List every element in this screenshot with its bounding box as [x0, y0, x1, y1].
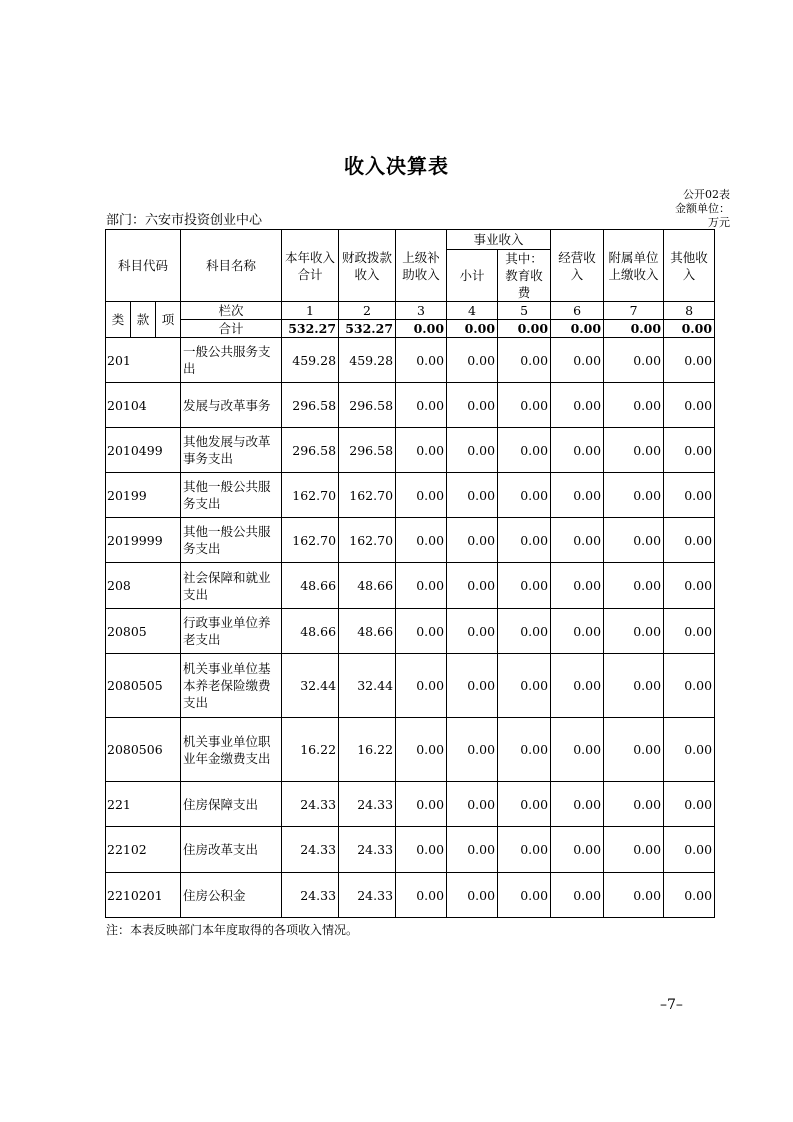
- subject-name-cell: 其他发展与改革事务支出: [181, 428, 282, 473]
- value-cell: 0.00: [604, 563, 664, 609]
- column-number: 5: [498, 302, 551, 320]
- header-total-income: 本年收入合计: [282, 230, 339, 302]
- total-label: 合计: [181, 320, 282, 338]
- footnote: 注：本表反映部门本年度取得的各项收入情况。: [106, 923, 359, 937]
- department-label: 部门：六安市投资创业中心: [106, 213, 263, 228]
- value-cell: 0.00: [664, 473, 715, 518]
- value-cell: 0.00: [447, 563, 498, 609]
- value-cell: 0.00: [551, 473, 604, 518]
- subject-code-cell: 208: [106, 563, 181, 609]
- value-cell: 0.00: [447, 383, 498, 428]
- table-number: 公开02表: [683, 188, 730, 201]
- header-subtotal: 小计: [447, 250, 498, 302]
- subject-code-cell: 2080506: [106, 718, 181, 782]
- subject-name-cell: 机关事业单位职业年金缴费支出: [181, 718, 282, 782]
- value-cell: 24.33: [282, 782, 339, 827]
- value-cell: 0.00: [447, 518, 498, 563]
- value-cell: 162.70: [339, 473, 396, 518]
- value-cell: 0.00: [551, 873, 604, 918]
- value-cell: 24.33: [339, 782, 396, 827]
- subject-name-cell: 发展与改革事务: [181, 383, 282, 428]
- value-cell: 0.00: [664, 383, 715, 428]
- page-title: 收入决算表: [344, 154, 449, 178]
- value-cell: 0.00: [498, 338, 551, 383]
- subject-code-cell: 221: [106, 782, 181, 827]
- header-xiang: 项: [156, 302, 181, 338]
- value-cell: 0.00: [396, 654, 447, 718]
- value-cell: 0.00: [551, 563, 604, 609]
- table-row: [106, 473, 715, 518]
- subject-name-cell: 住房改革支出: [181, 827, 282, 873]
- value-cell: 48.66: [339, 563, 396, 609]
- value-cell: 0.00: [396, 873, 447, 918]
- value-cell: 0.00: [551, 782, 604, 827]
- table-row: [106, 518, 715, 563]
- value-cell: 0.00: [551, 518, 604, 563]
- unit-label: 金额单位：: [675, 202, 730, 215]
- subject-name-cell: 住房公积金: [181, 873, 282, 918]
- value-cell: 48.66: [282, 609, 339, 654]
- subject-code-cell: 201: [106, 338, 181, 383]
- table-row: [106, 428, 715, 473]
- value-cell: 0.00: [551, 827, 604, 873]
- value-cell: 296.58: [282, 383, 339, 428]
- value-cell: 162.70: [282, 473, 339, 518]
- value-cell: 0.00: [664, 609, 715, 654]
- table-row: [106, 654, 715, 718]
- header-business-group: 事业收入: [447, 230, 551, 250]
- column-number: 7: [604, 302, 664, 320]
- total-value: 0.00: [551, 320, 604, 338]
- header-subject-name: 科目名称: [181, 230, 282, 302]
- value-cell: 0.00: [396, 563, 447, 609]
- value-cell: 296.58: [282, 428, 339, 473]
- value-cell: 0.00: [396, 609, 447, 654]
- value-cell: 24.33: [282, 827, 339, 873]
- value-cell: 48.66: [339, 609, 396, 654]
- value-cell: 16.22: [282, 718, 339, 782]
- header-superior-subsidy: 上级补助收入: [396, 230, 447, 302]
- column-index-label: 栏次: [181, 302, 282, 320]
- header-affiliated: 附属单位上缴收入: [604, 230, 664, 302]
- subject-code-cell: 20104: [106, 383, 181, 428]
- header-education-fee: 其中：教育收费: [498, 250, 551, 302]
- value-cell: 0.00: [447, 338, 498, 383]
- value-cell: 0.00: [498, 873, 551, 918]
- table-row: [106, 338, 715, 383]
- table-row: [106, 609, 715, 654]
- value-cell: 0.00: [664, 718, 715, 782]
- value-cell: 0.00: [396, 718, 447, 782]
- column-number: 6: [551, 302, 604, 320]
- value-cell: 0.00: [664, 827, 715, 873]
- value-cell: 0.00: [396, 473, 447, 518]
- value-cell: 0.00: [498, 383, 551, 428]
- table-row: [106, 718, 715, 782]
- value-cell: 32.44: [282, 654, 339, 718]
- value-cell: 0.00: [604, 873, 664, 918]
- value-cell: 0.00: [396, 428, 447, 473]
- header-other: 其他收入: [664, 230, 715, 302]
- header-lei: 类: [106, 302, 131, 338]
- income-table: [105, 229, 715, 918]
- value-cell: 0.00: [498, 827, 551, 873]
- table-row: [106, 383, 715, 428]
- total-value: 0.00: [604, 320, 664, 338]
- value-cell: 0.00: [604, 718, 664, 782]
- value-cell: 0.00: [604, 428, 664, 473]
- table-row: [106, 827, 715, 873]
- value-cell: 0.00: [604, 782, 664, 827]
- value-cell: 0.00: [498, 428, 551, 473]
- value-cell: 0.00: [498, 473, 551, 518]
- value-cell: 16.22: [339, 718, 396, 782]
- subject-name-cell: 住房保障支出: [181, 782, 282, 827]
- unit-value: 万元: [708, 216, 730, 229]
- value-cell: 0.00: [447, 473, 498, 518]
- total-value: 0.00: [447, 320, 498, 338]
- value-cell: 0.00: [498, 563, 551, 609]
- value-cell: 24.33: [339, 873, 396, 918]
- value-cell: 0.00: [396, 518, 447, 563]
- value-cell: 0.00: [604, 654, 664, 718]
- value-cell: 0.00: [604, 609, 664, 654]
- value-cell: 0.00: [664, 518, 715, 563]
- value-cell: 459.28: [282, 338, 339, 383]
- value-cell: 0.00: [551, 428, 604, 473]
- value-cell: 0.00: [447, 873, 498, 918]
- column-number: 1: [282, 302, 339, 320]
- value-cell: 0.00: [604, 827, 664, 873]
- subject-code-cell: 2010499: [106, 428, 181, 473]
- value-cell: 0.00: [498, 518, 551, 563]
- subject-code-cell: 20805: [106, 609, 181, 654]
- value-cell: 0.00: [604, 383, 664, 428]
- total-value: 532.27: [339, 320, 396, 338]
- subject-code-cell: 20199: [106, 473, 181, 518]
- table-row: [106, 563, 715, 609]
- value-cell: 0.00: [664, 654, 715, 718]
- value-cell: 0.00: [498, 654, 551, 718]
- value-cell: 0.00: [551, 718, 604, 782]
- value-cell: 162.70: [282, 518, 339, 563]
- value-cell: 162.70: [339, 518, 396, 563]
- subject-code-cell: 2210201: [106, 873, 181, 918]
- column-number: 8: [664, 302, 715, 320]
- value-cell: 0.00: [498, 782, 551, 827]
- value-cell: 0.00: [551, 654, 604, 718]
- value-cell: 0.00: [604, 518, 664, 563]
- value-cell: 0.00: [447, 609, 498, 654]
- total-value: 0.00: [498, 320, 551, 338]
- value-cell: 0.00: [447, 428, 498, 473]
- value-cell: 0.00: [396, 782, 447, 827]
- value-cell: 0.00: [551, 338, 604, 383]
- header-subject-code: 科目代码: [106, 230, 181, 302]
- value-cell: 296.58: [339, 428, 396, 473]
- value-cell: 459.28: [339, 338, 396, 383]
- value-cell: 0.00: [551, 383, 604, 428]
- header-fiscal: 财政拨款收入: [339, 230, 396, 302]
- header-operating: 经营收入: [551, 230, 604, 302]
- value-cell: 24.33: [339, 827, 396, 873]
- page-number: –7–: [660, 997, 683, 1013]
- table-row: [106, 873, 715, 918]
- value-cell: 0.00: [396, 338, 447, 383]
- column-number: 4: [447, 302, 498, 320]
- value-cell: 0.00: [447, 718, 498, 782]
- value-cell: 0.00: [664, 563, 715, 609]
- value-cell: 0.00: [551, 609, 604, 654]
- value-cell: 32.44: [339, 654, 396, 718]
- value-cell: 0.00: [664, 873, 715, 918]
- value-cell: 296.58: [339, 383, 396, 428]
- total-value: 0.00: [396, 320, 447, 338]
- value-cell: 0.00: [664, 428, 715, 473]
- table-row: [106, 782, 715, 827]
- value-cell: 0.00: [664, 338, 715, 383]
- column-number: 3: [396, 302, 447, 320]
- value-cell: 0.00: [447, 782, 498, 827]
- value-cell: 24.33: [282, 873, 339, 918]
- subject-name-cell: 社会保障和就业支出: [181, 563, 282, 609]
- subject-name-cell: 一般公共服务支出: [181, 338, 282, 383]
- value-cell: 0.00: [396, 827, 447, 873]
- header-kuan: 款: [131, 302, 156, 338]
- value-cell: 0.00: [604, 338, 664, 383]
- subject-name-cell: 其他一般公共服务支出: [181, 518, 282, 563]
- subject-code-cell: 2080505: [106, 654, 181, 718]
- value-cell: 48.66: [282, 563, 339, 609]
- subject-code-cell: 22102: [106, 827, 181, 873]
- subject-name-cell: 行政事业单位养老支出: [181, 609, 282, 654]
- total-value: 532.27: [282, 320, 339, 338]
- value-cell: 0.00: [396, 383, 447, 428]
- value-cell: 0.00: [604, 473, 664, 518]
- value-cell: 0.00: [498, 609, 551, 654]
- subject-name-cell: 机关事业单位基本养老保险缴费支出: [181, 654, 282, 718]
- value-cell: 0.00: [447, 827, 498, 873]
- value-cell: 0.00: [664, 782, 715, 827]
- column-number: 2: [339, 302, 396, 320]
- subject-name-cell: 其他一般公共服务支出: [181, 473, 282, 518]
- value-cell: 0.00: [447, 654, 498, 718]
- total-value: 0.00: [664, 320, 715, 338]
- value-cell: 0.00: [498, 718, 551, 782]
- subject-code-cell: 2019999: [106, 518, 181, 563]
